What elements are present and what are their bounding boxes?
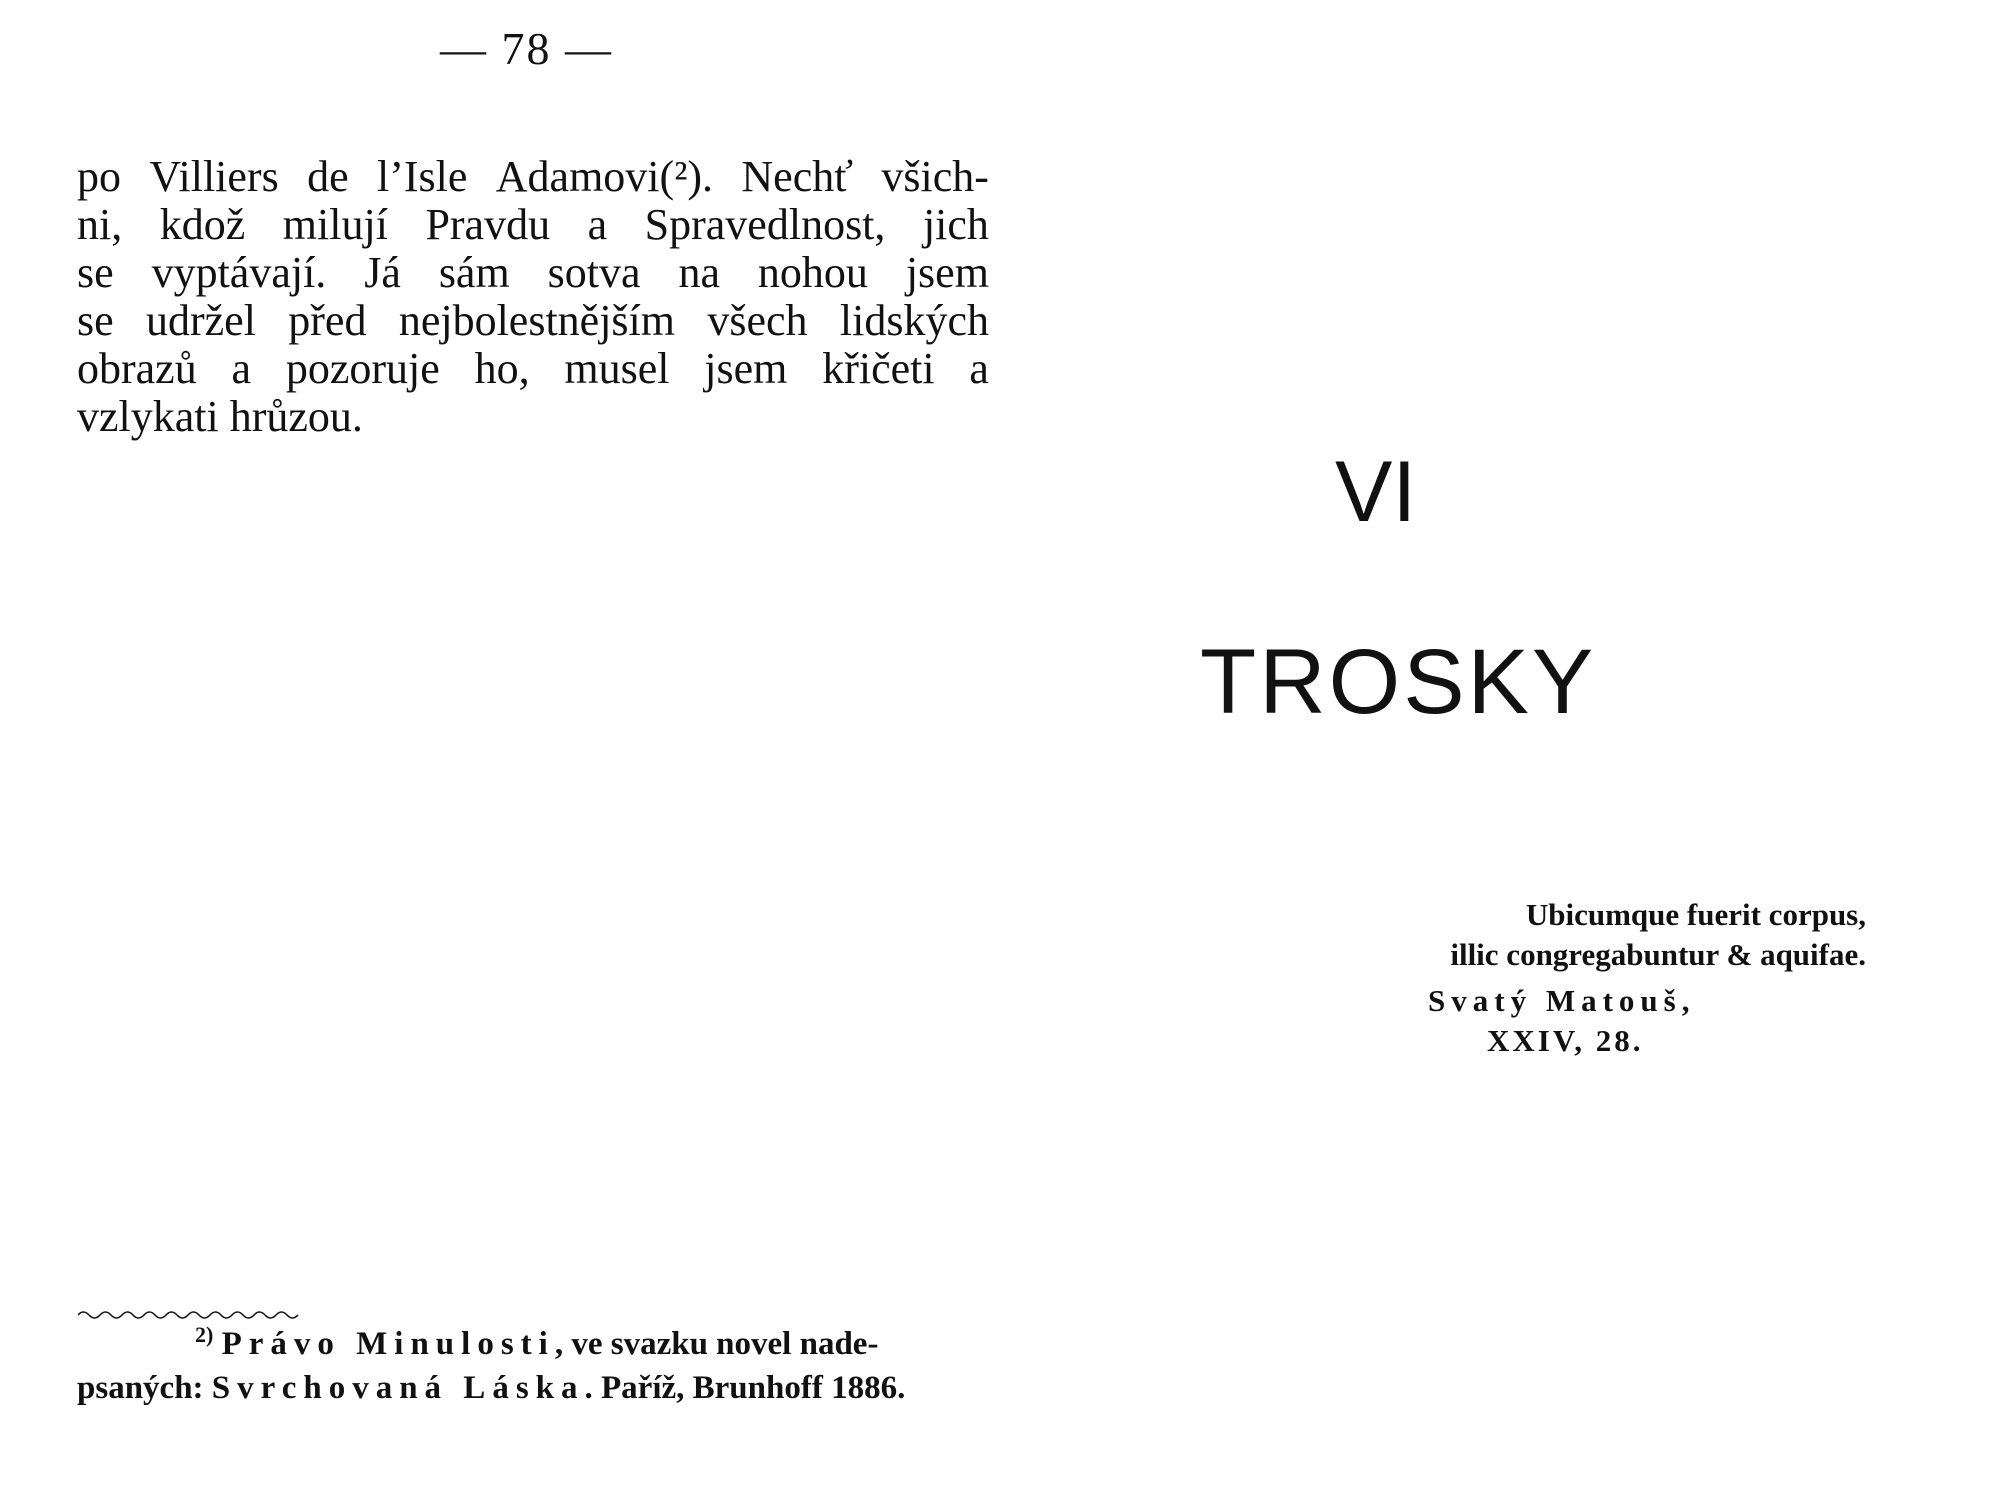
epigraph-line: illic congregabuntur & aquifae. (1450, 937, 1866, 972)
body-line: ni, kdož milují Pravdu a Spravedlnost, jich (77, 200, 989, 249)
footnote-marker: 2) (195, 1322, 214, 1347)
body-line: po Villiers de l’Isle Adamovi(²). Nechť všich- (77, 152, 989, 201)
footnote-text: . Paříž, Brunhoff 1886. (584, 1370, 906, 1406)
footnote-collection-title: Svrchovaná Láska (211, 1370, 585, 1406)
footnote-text: , ve svazku novel nade- (554, 1326, 879, 1362)
body-text (77, 153, 989, 441)
epigraph-attribution-name: Svatý Matouš, (1428, 983, 1696, 1018)
footnote-text: psaných: (77, 1370, 212, 1406)
chapter-title: TROSKY (1200, 631, 1597, 733)
body-line: vzlykati hrůzou. (77, 392, 363, 441)
page-number: — 78 — (440, 23, 613, 74)
epigraph-line: Ubicumque fuerit corpus, (1525, 897, 1866, 932)
footnote-book-title: Právo Minulosti (221, 1326, 555, 1362)
body-line: se udržel před nejbolestnějším všech lidských (77, 296, 989, 345)
body-line: se vyptávají. Já sám sotva na nohou jsem (77, 248, 989, 297)
right-page (1006, 0, 2012, 1500)
chapter-number: VI (1335, 444, 1417, 540)
epigraph-attribution-reference: XXIV, 28. (1487, 1023, 1644, 1058)
epigraph (1326, 895, 1866, 975)
footnote-wavy-rule (78, 1308, 303, 1322)
body-line: obrazů a pozoruje ho, musel jsem křičeti a (77, 344, 989, 393)
footnote (77, 1322, 992, 1410)
